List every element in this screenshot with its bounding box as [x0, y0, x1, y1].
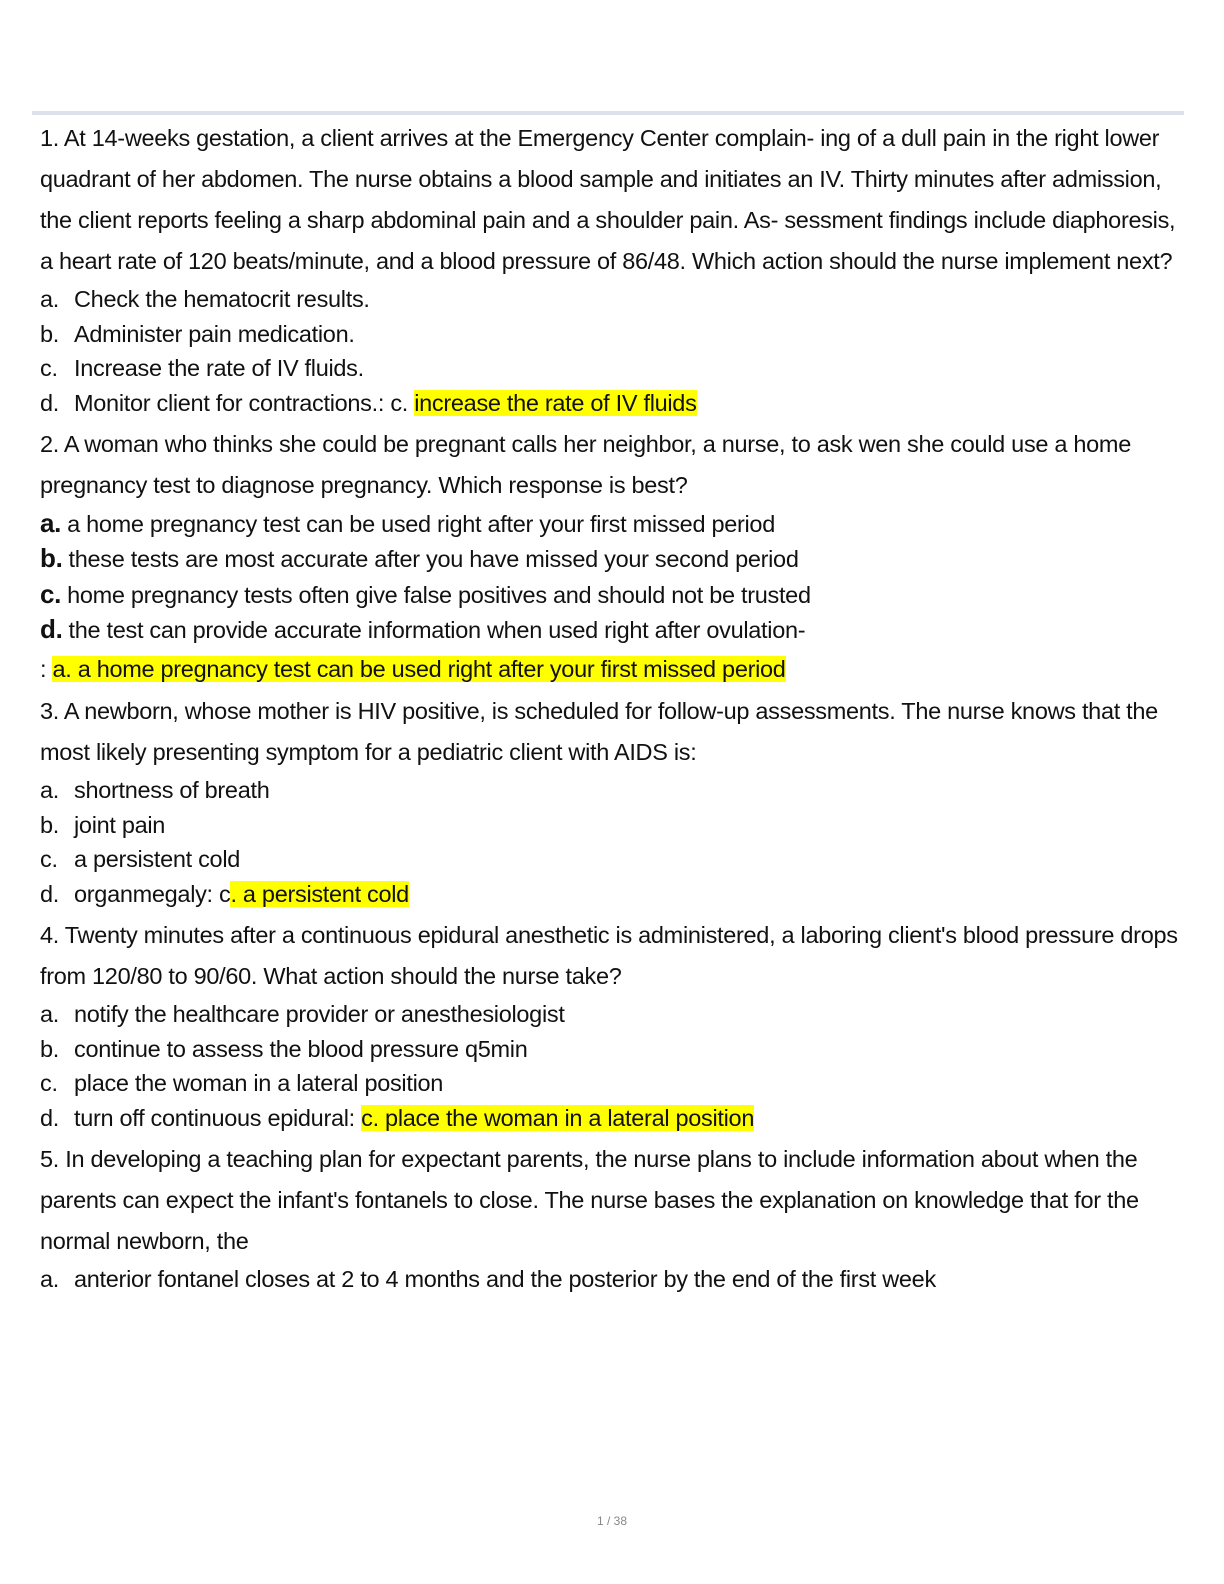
- page-number: 1 / 38: [596, 1514, 628, 1528]
- option-list: [40, 997, 1190, 1135]
- question-stem: 3. A newborn, whose mother is HIV positive, is scheduled for follow-up assessments. The nurse knows that the most likely presenting symptom for a pediatric client with AIDS is:: [40, 698, 1158, 766]
- option-b: b. continue to assess the blood pressure q5min: [40, 1035, 528, 1062]
- option-a: a. shortness of breath: [40, 777, 270, 804]
- question-stem: 4. Twenty minutes after a continuous epidural anesthetic is administered, a laboring client's blood pressure drops from 120/80 to 90/60. What action should the nurse take?: [40, 922, 1178, 990]
- highlighted-answer: . a persistent cold: [230, 880, 409, 907]
- option-c: c. a persistent cold: [40, 846, 241, 873]
- question-2: [40, 424, 1190, 687]
- option-c: c. home pregnancy tests often give false positives and should not be trusted: [40, 578, 811, 609]
- question-3: [40, 691, 1190, 911]
- option-b: b. Administer pain medication.: [40, 320, 355, 347]
- question-5: [40, 1139, 1190, 1297]
- option-a: a. anterior fontanel closes at 2 to 4 months and the posterior by the end of the first week: [40, 1266, 936, 1293]
- option-d: d. Monitor client for contractions.: c. increase the rate of IV fluids: [40, 389, 697, 416]
- option-a: a. a home pregnancy test can be used right after your first missed period: [40, 508, 775, 538]
- option-c: c. place the woman in a lateral position: [40, 1070, 444, 1097]
- question-1: [40, 118, 1190, 420]
- highlighted-answer: increase the rate of IV fluids: [414, 389, 697, 416]
- top-divider: [32, 111, 1184, 115]
- question-stem: 2. A woman who thinks she could be pregnant calls her neighbor, a nurse, to ask wen she could use a home pregnancy test to diagnose pregnancy. Which response is best?: [40, 431, 1131, 498]
- option-d: d. the test can provide accurate information when used right after ovulation-: [40, 613, 806, 644]
- option-b: b. these tests are most accurate after you have missed your second period: [40, 543, 799, 574]
- option-b: b. joint pain: [40, 811, 166, 838]
- option-list: [40, 506, 1190, 647]
- option-c: c. Increase the rate of IV fluids.: [40, 355, 364, 381]
- option-a: a. Check the hematocrit results.: [40, 286, 370, 312]
- option-d: d. turn off continuous epidural: c. place the woman in a lateral position: [40, 1104, 755, 1131]
- option-list: [40, 1262, 1190, 1297]
- option-d: d. organmegaly: c. a persistent cold: [40, 880, 409, 907]
- question-stem: 1. At 14-weeks gestation, a client arrives at the Emergency Center complain- ing of a dull pain in the right lower quadrant of her abdomen. The nurse obtains a blood sample and initiates an IV. Thirty minutes after admission, the client reports feeling a sharp abdominal pain and a shoulder pain. As- sessment findings include diaphoresis, a heart rate of 120 beats/minute, and a blood pressure of 86/48. Which action should the nurse implement next?: [40, 125, 1176, 274]
- highlighted-answer: c. place the woman in a lateral position: [361, 1104, 755, 1131]
- question-stem: 5. In developing a teaching plan for expectant parents, the nurse plans to include information about when the parents can expect the infant's fontanels to close. The nurse bases the explanation on knowledge that for the normal newborn, the: [40, 1146, 1139, 1255]
- option-a: a. notify the healthcare provider or anesthesiologist: [40, 1001, 565, 1028]
- option-list: [40, 773, 1190, 911]
- document-body: [40, 118, 1190, 1301]
- question-4: [40, 915, 1190, 1135]
- option-list: [40, 282, 1190, 420]
- answer-line: : a. a home pregnancy test can be used right after your first missed period: [40, 656, 786, 683]
- highlighted-answer: a. a home pregnancy test can be used right after your first missed period: [52, 656, 786, 683]
